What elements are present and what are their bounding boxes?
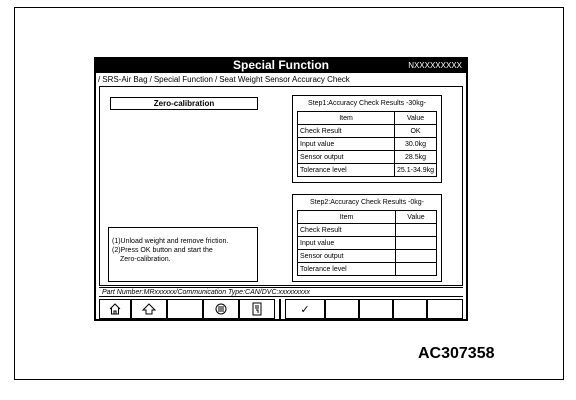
document-icon bbox=[251, 302, 263, 316]
app-window bbox=[94, 57, 468, 321]
document-button[interactable] bbox=[239, 299, 275, 319]
step2-results-panel bbox=[292, 194, 442, 282]
column-header-item: Item bbox=[298, 211, 396, 224]
table-row bbox=[298, 164, 437, 177]
back-icon bbox=[141, 302, 157, 316]
step2-table bbox=[297, 210, 437, 276]
column-header-value: Value bbox=[395, 112, 437, 125]
table-row bbox=[298, 151, 437, 164]
toolbar bbox=[99, 299, 463, 319]
cell-value: OK bbox=[395, 125, 437, 138]
print-icon bbox=[214, 302, 228, 316]
column-header-item: Item bbox=[298, 112, 395, 125]
table-row bbox=[298, 224, 437, 237]
home-icon bbox=[108, 302, 122, 316]
step1-caption: Step1:Accuracy Check Results -30kg- bbox=[308, 100, 426, 107]
breadcrumb-special-function[interactable]: Special Function bbox=[153, 75, 213, 84]
cell-value bbox=[396, 263, 437, 276]
table-row bbox=[298, 138, 437, 151]
breadcrumb-accuracy-check: Seat Weight Sensor Accuracy Check bbox=[219, 75, 350, 84]
zero-calibration-button[interactable]: Zero-calibration bbox=[110, 97, 258, 110]
cell-value bbox=[396, 237, 437, 250]
toolbar-divider bbox=[279, 299, 281, 319]
print-button[interactable] bbox=[203, 299, 239, 319]
step1-results-panel bbox=[292, 95, 442, 183]
main-panel bbox=[99, 86, 463, 286]
home-button[interactable] bbox=[99, 299, 131, 319]
cell-value: 30.0kg bbox=[395, 138, 437, 151]
toolbar-empty-button[interactable] bbox=[359, 299, 393, 319]
table-header-row bbox=[298, 211, 437, 224]
table-row bbox=[298, 263, 437, 276]
title-bar bbox=[96, 59, 466, 73]
cell-item: Input value bbox=[298, 138, 395, 151]
ok-check-icon: ✓ bbox=[300, 303, 310, 316]
toolbar-empty-button[interactable] bbox=[427, 299, 463, 319]
cell-item: Sensor output bbox=[298, 250, 396, 263]
cell-item: Tolerance level bbox=[298, 164, 395, 177]
figure-id: AC307358 bbox=[418, 345, 495, 362]
step1-table bbox=[297, 111, 437, 177]
table-row bbox=[298, 125, 437, 138]
cell-value: 25.1-34.9kg bbox=[395, 164, 437, 177]
cell-item: Check Result bbox=[298, 224, 396, 237]
status-bar: Part Number:MRxxxxxx/Communication Type:CAN/DVC:xxxxxxxxx bbox=[99, 287, 463, 297]
instruction-line: (2)Press OK button and start the bbox=[112, 247, 213, 254]
back-button[interactable] bbox=[131, 299, 167, 319]
breadcrumb-srs-airbag[interactable]: SRS-Air Bag bbox=[102, 75, 148, 84]
cell-item: Sensor output bbox=[298, 151, 395, 164]
instruction-line: Zero-calibration. bbox=[120, 256, 171, 263]
table-row bbox=[298, 250, 437, 263]
toolbar-empty-button[interactable] bbox=[167, 299, 203, 319]
toolbar-empty-button[interactable] bbox=[393, 299, 427, 319]
cell-value bbox=[396, 250, 437, 263]
cell-item: Tolerance level bbox=[298, 263, 396, 276]
breadcrumb: / SRS-Air Bag / Special Function / Seat Weight Sensor Accuracy Check bbox=[98, 75, 350, 84]
toolbar-empty-button[interactable] bbox=[325, 299, 359, 319]
ok-button[interactable] bbox=[285, 299, 325, 319]
step2-caption: Step2:Accuracy Check Results -0kg- bbox=[310, 199, 424, 206]
cell-item: Check Result bbox=[298, 125, 395, 138]
table-header-row bbox=[298, 112, 437, 125]
column-header-value: Value bbox=[396, 211, 437, 224]
cell-item: Input value bbox=[298, 237, 396, 250]
table-row bbox=[298, 237, 437, 250]
instruction-box bbox=[108, 227, 258, 282]
instruction-line: (1)Unload weight and remove friction. bbox=[112, 238, 229, 245]
cell-value: 28.5kg bbox=[395, 151, 437, 164]
cell-value bbox=[396, 224, 437, 237]
serial-number: NXXXXXXXXX bbox=[408, 61, 462, 70]
window-title: Special Function bbox=[232, 58, 329, 72]
